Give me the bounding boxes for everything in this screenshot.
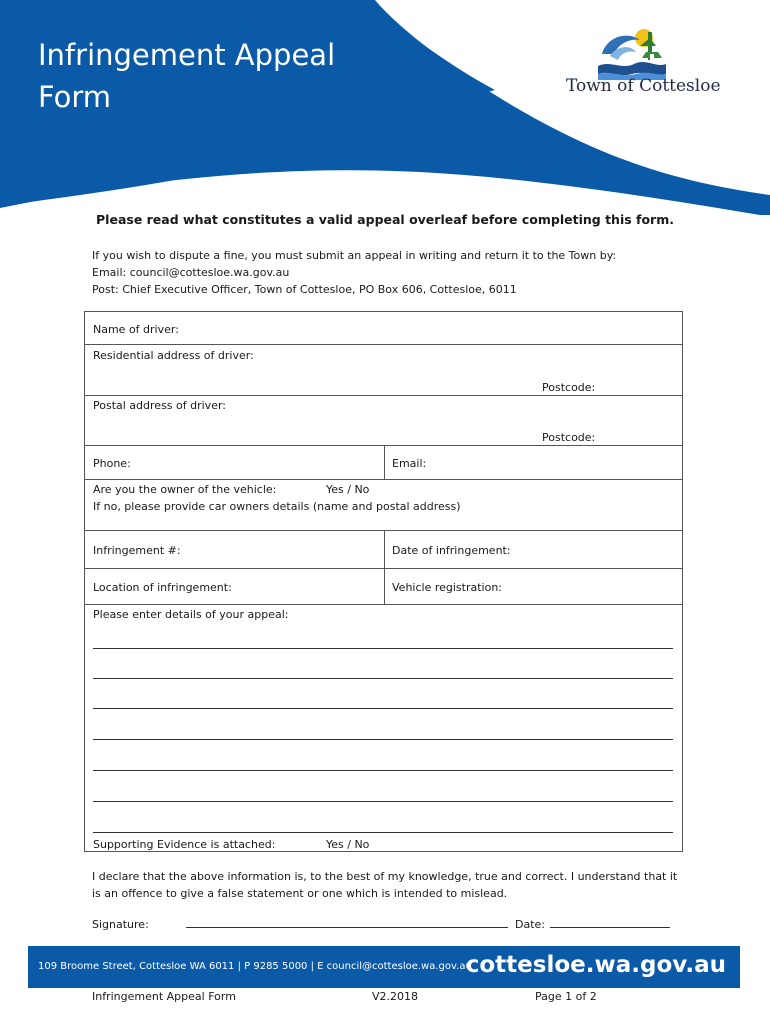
row-divider [85,604,682,605]
page-number: Page 1 of 2 [535,990,597,1003]
appeal-writing-line[interactable] [93,832,673,833]
owner-details-field[interactable]: If no, please provide car owners details (name and postal address) [93,500,461,513]
row-divider [85,395,682,396]
owner-yes-no-option[interactable]: Yes / No [326,483,370,496]
residential-address-field[interactable]: Residential address of driver: [93,349,254,362]
vehicle-registration-field[interactable]: Vehicle registration: [392,581,503,594]
footer-website: cottesloe.wa.gov.au [465,952,726,978]
intro-text [92,247,616,298]
supporting-evidence-label: Supporting Evidence is attached: [93,838,276,851]
signature-label: Signature: [92,918,149,931]
appeal-writing-line[interactable] [93,739,673,740]
infringement-number-field[interactable]: Infringement #: [93,544,181,557]
location-field[interactable]: Location of infringement: [93,581,232,594]
signature-field[interactable] [186,917,508,928]
email-field[interactable]: Email: [392,457,427,470]
appeal-writing-line[interactable] [93,801,673,802]
declaration-text: I declare that the above information is, to the best of my knowledge, true and correct. I understand that it is an offence to give a false statement or one which is intended to mislead. [92,870,678,900]
supporting-yes-no-option[interactable]: Yes / No [326,838,370,851]
column-divider [384,530,385,604]
intro-line: If you wish to dispute a fine, you must submit an appeal in writing and return it to the Town by: [92,249,617,262]
page-title: Infringement Appeal Form [38,38,336,114]
appeal-details-label: Please enter details of your appeal: [93,608,289,621]
column-divider [384,445,385,479]
instruction-heading: Please read what constitutes a valid appeal overleaf before completing this form. [96,212,674,227]
appeal-writing-line[interactable] [93,770,673,771]
appeal-writing-line[interactable] [93,678,673,679]
footer-contact-bar [28,946,740,988]
appeal-form-table [84,311,683,852]
owner-question-label: Are you the owner of the vehicle: [93,483,277,496]
intro-email-line: Email: council@cottesloe.wa.gov.au [92,266,290,279]
row-divider [85,479,682,480]
residential-postcode-field[interactable]: Postcode: [542,381,596,394]
town-logo-icon [596,24,666,82]
postal-postcode-field[interactable]: Postcode: [542,431,596,444]
intro-post-line: Post: Chief Executive Officer, Town of Cottesloe, PO Box 606, Cottesloe, 6011 [92,283,517,296]
postal-address-field[interactable]: Postal address of driver: [93,399,226,412]
footer-address: 109 Broome Street, Cottesloe WA 6011 | P 9285 5000 | E council@cottesloe.wa.gov.au [38,961,472,972]
document-version: V2.2018 [372,990,419,1003]
logo-text: Town of Cottesloe [566,76,721,96]
date-label: Date: [515,918,545,931]
name-of-driver-field[interactable]: Name of driver: [93,323,179,336]
document-name: Infringement Appeal Form [92,990,236,1003]
date-field[interactable] [550,917,670,928]
date-of-infringement-field[interactable]: Date of infringement: [392,544,511,557]
appeal-writing-line[interactable] [93,708,673,709]
appeal-writing-line[interactable] [93,648,673,649]
phone-field[interactable]: Phone: [93,457,131,470]
row-divider [85,344,682,345]
